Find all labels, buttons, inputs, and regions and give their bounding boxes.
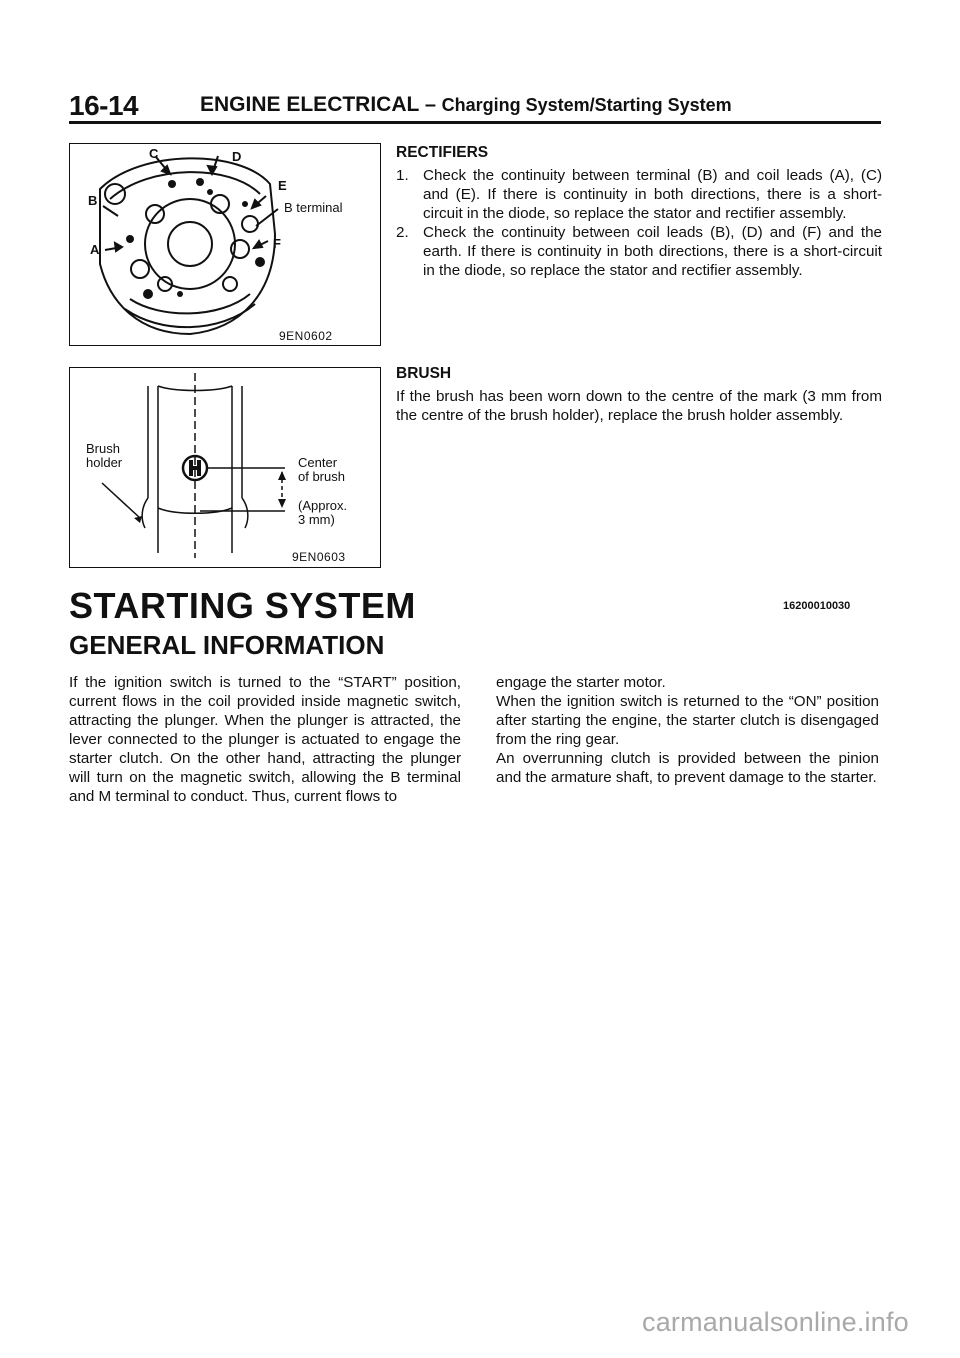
brush-text: If the brush has been worn down to the centre of the mark (3 mm from the centre of the brush holder), replace the brush holder assembly.: [396, 388, 882, 424]
approx-label-1: (Approx.: [298, 498, 348, 513]
brush-heading: BRUSH: [396, 365, 452, 382]
general-info-continued: engage the starter motor.: [496, 674, 666, 691]
subsection-title: Charging System/Starting System: [441, 95, 732, 115]
brush-holder-label-1: Brush: [86, 441, 120, 456]
step-number: 1.: [396, 167, 409, 184]
general-info-paragraph: If the ignition switch is turned to the “START” position, current flows in the coil provided inside magnetic switch, attracting the plunger. When the plunger is attracted, the lever connected to the plunger is actuated to engage the starter clutch. On the other hand, attracting the plunger will turn on the magnetic switch, allowing the B terminal and M terminal to conduct. Thus, current flows to: [69, 674, 461, 805]
step-text: Check the continuity between terminal (B) and coil leads (A), (C) and (E). If there is continuity in both directions, there is a short-circuit in the diode, so replace the stator and rectifier assembly.: [423, 167, 882, 222]
general-info-right-column: [496, 673, 879, 787]
brush-section: [396, 364, 882, 425]
b-terminal-label: B terminal: [284, 200, 343, 215]
label-d: D: [232, 149, 242, 164]
rectifiers-steps: [396, 166, 882, 280]
rectifiers-step-1: [396, 166, 882, 223]
label-f: F: [273, 236, 281, 251]
general-info-paragraph-3: An overrunning clutch is provided between the pinion and the armature shaft, to prevent damage to the starter.: [496, 750, 879, 786]
label-c: C: [149, 146, 159, 161]
rectifier-illustration: [70, 144, 380, 345]
step-number: 2.: [396, 224, 409, 241]
watermark: carmanualsonline.info: [642, 1307, 909, 1337]
center-brush-label-2: of brush: [298, 469, 345, 484]
label-e: E: [278, 178, 287, 193]
figure-code: 9EN0603: [292, 550, 346, 564]
brush-figure: [69, 367, 381, 568]
general-information-title: GENERAL INFORMATION: [69, 630, 385, 660]
approx-label-2: 3 mm): [298, 512, 335, 527]
general-info-left-column: [69, 673, 461, 806]
rectifiers-step-2: [396, 223, 882, 280]
page-title: [200, 93, 732, 117]
rectifier-figure: [69, 143, 381, 346]
figure-code: 9EN0602: [279, 329, 333, 343]
starting-system-title: STARTING SYSTEM: [69, 585, 416, 626]
page-number: 16-14: [69, 90, 139, 121]
rectifiers-section: [396, 143, 882, 280]
center-brush-label-1: Center: [298, 455, 338, 470]
label-b: B: [88, 193, 98, 208]
label-a: A: [90, 242, 100, 257]
header-rule: [69, 121, 881, 124]
step-text: Check the continuity between coil leads (B), (D) and (F) and the earth. If there is continuity in both directions, there is a short-circuit in the diode, so replace the stator and rectifier assembly.: [423, 224, 882, 279]
brush-holder-label-2: holder: [86, 455, 123, 470]
title-separator: –: [424, 94, 437, 116]
section-title: ENGINE ELECTRICAL: [200, 93, 420, 116]
general-info-paragraph-2: When the ignition switch is returned to the “ON” position after starting the engine, the starter clutch is disengaged from the ring gear.: [496, 693, 879, 748]
document-code: 16200010030: [783, 600, 851, 612]
rectifiers-heading: RECTIFIERS: [396, 144, 489, 161]
